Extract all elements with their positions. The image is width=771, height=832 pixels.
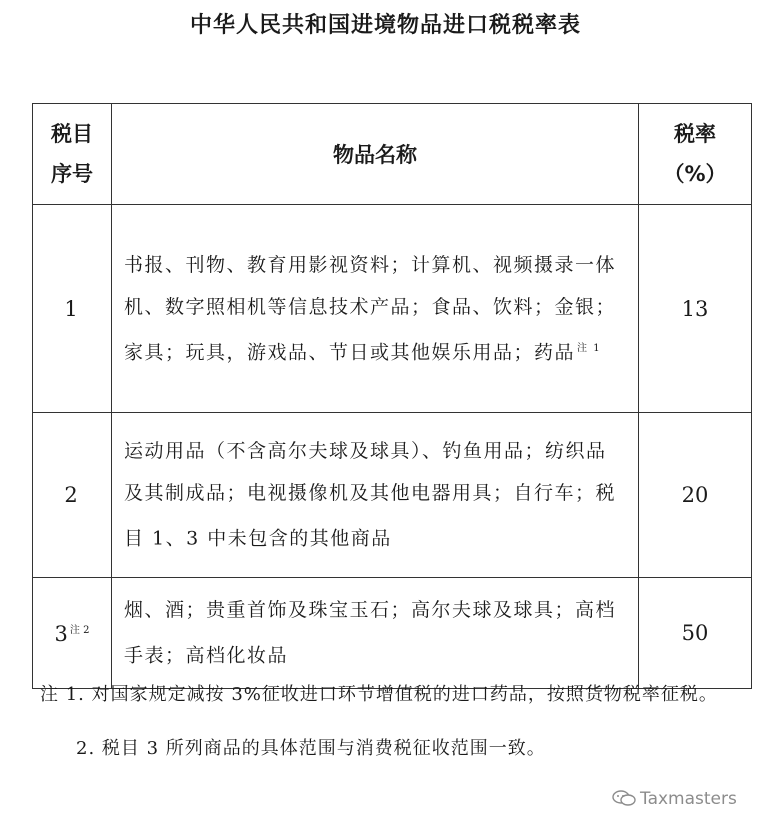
watermark-text: Taxmasters bbox=[640, 789, 737, 809]
row-rate: 20 bbox=[639, 413, 752, 578]
tax-rate-table bbox=[32, 103, 752, 689]
footnotes bbox=[40, 672, 750, 772]
row-description-cell bbox=[112, 205, 639, 413]
row-number-cell bbox=[33, 413, 112, 578]
watermark bbox=[612, 789, 737, 809]
row-description-note: 注 1 bbox=[577, 342, 602, 354]
footnote-1: 注 1. 对国家规定减按 3%征收进口环节增值税的进口药品，按照货物税率征税。 bbox=[40, 684, 718, 705]
header-tax-rate-line1: 税率 bbox=[674, 122, 716, 146]
table-row bbox=[33, 205, 752, 413]
header-tax-rate bbox=[639, 104, 752, 205]
row-number: 3 bbox=[54, 621, 68, 646]
row-number: 2 bbox=[64, 483, 78, 507]
row-description: 运动用品（不含高尔夫球及球具）、钓鱼用品；纺织品及其制成品；电视摄像机及其他电器用具；自行车；税目 1、3 中未包含的其他商品 bbox=[124, 440, 617, 550]
header-item-number-line1: 税目 bbox=[51, 122, 93, 146]
row-description: 烟、酒；贵重首饰及珠宝玉石；高尔夫球及球具；高档手表；高档化妆品 bbox=[124, 599, 617, 667]
header-item-number bbox=[33, 104, 112, 205]
row-number-cell bbox=[33, 205, 112, 413]
row-description-cell bbox=[112, 413, 639, 578]
row-number-note: 注 2 bbox=[69, 624, 90, 636]
header-tax-rate-line2: （%） bbox=[663, 162, 727, 186]
header-item-name: 物品名称 bbox=[112, 104, 639, 205]
row-rate: 50 bbox=[639, 578, 752, 689]
table-header-row bbox=[33, 104, 752, 205]
row-description: 书报、刊物、教育用影视资料；计算机、视频摄录一体机、数字照相机等信息技术产品；食品、饮料；金银；家具；玩具，游戏品、节日或其他娱乐用品；药品 bbox=[124, 253, 617, 364]
wechat-icon bbox=[612, 790, 636, 806]
table-row bbox=[33, 413, 752, 578]
row-number: 1 bbox=[64, 296, 78, 321]
footnote-2: 2. 税目 3 所列商品的具体范围与消费税征收范围一致。 bbox=[76, 738, 546, 759]
row-rate: 13 bbox=[639, 205, 752, 413]
page-title: 中华人民共和国进境物品进口税税率表 bbox=[189, 13, 581, 38]
header-item-number-line2: 序号 bbox=[51, 162, 93, 186]
